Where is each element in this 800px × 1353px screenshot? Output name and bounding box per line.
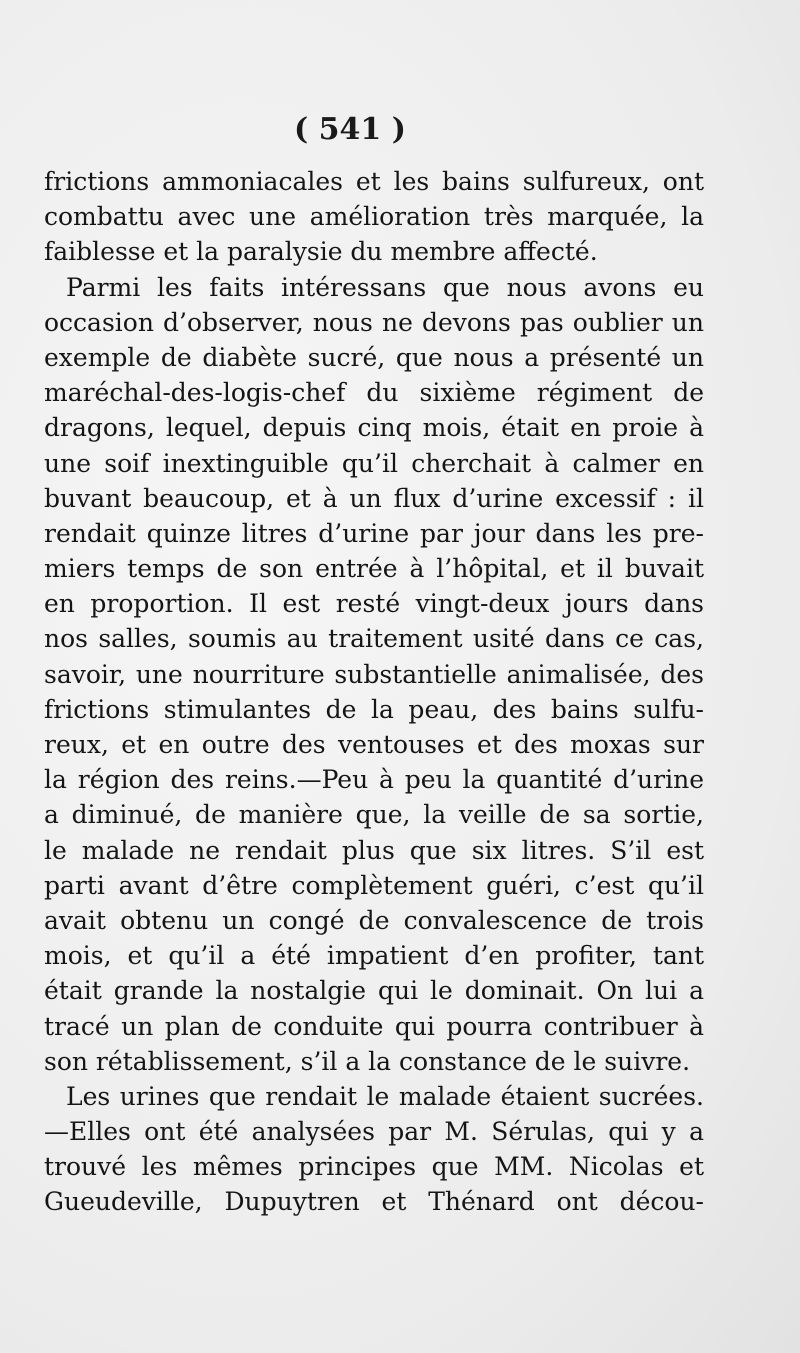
text-line: dragons, lequel, depuis cinq mois, était en proie à	[44, 413, 704, 443]
text-line: avait obtenu un congé de convalescence de trois	[44, 905, 704, 935]
text-line: frictions stimulantes de la peau, des bains sulfu-	[44, 694, 704, 724]
paragraph	[44, 1079, 704, 1220]
body-text	[44, 164, 704, 1220]
text-line: nos salles, soumis au traitement usité dans ce cas,	[44, 624, 704, 654]
text-line: exemple de diabète sucré, que nous a présenté un	[44, 342, 704, 372]
text-line: a diminué, de manière que, la veille de sa sortie,	[44, 800, 704, 830]
text-line: occasion d’observer, nous ne devons pas oublier un	[44, 307, 704, 337]
text-line: tracé un plan de conduite qui pourra contribuer à	[44, 1011, 704, 1041]
text-line: miers temps de son entrée à l’hôpital, et il buvait	[44, 554, 704, 584]
text-line: frictions ammoniacales et les bains sulfureux, ont	[44, 167, 704, 196]
text-line: faiblesse et la paralysie du membre affecté.	[44, 237, 598, 267]
text-line: combattu avec une amélioration très marquée, la	[44, 202, 704, 232]
text-line: Gueudeville, Dupuytren et Thénard ont décou-	[44, 1187, 704, 1217]
text-line: Parmi les faits intéressans que nous avons eu	[66, 272, 704, 302]
text-line: son rétablissement, s’il a la constance de le suivre.	[44, 1046, 691, 1076]
text-line: rendait quinze litres d’urine par jour dans les pre-	[44, 518, 704, 548]
text-line: mois, et qu’il a été impatient d’en profiter, tant	[44, 941, 704, 971]
text-line: reux, et en outre des ventouses et des moxas sur	[44, 730, 704, 759]
text-line: maréchal-des-logis-chef du sixième régiment de	[44, 378, 704, 408]
paragraph	[44, 164, 704, 270]
text-line: buvant beaucoup, et à un flux d’urine excessif : il	[44, 483, 704, 513]
page-number: ( 541 )	[294, 112, 406, 147]
text-line: le malade ne rendait plus que six litres. S’il est	[44, 835, 704, 865]
text-line: trouvé les mêmes principes que MM. Nicolas et	[44, 1152, 704, 1182]
text-line: en proportion. Il est resté vingt-deux jours dans	[44, 589, 704, 619]
text-line: la région des reins.—Peu à peu la quantité d’urine	[44, 765, 704, 795]
paragraph	[44, 270, 704, 1079]
text-line: savoir, une nourriture substantielle animalisée, des	[44, 659, 704, 689]
text-line: —Elles ont été analysées par M. Sérulas, qui y a	[44, 1117, 704, 1147]
text-line: une soif inextinguible qu’il cherchait à calmer en	[44, 448, 704, 478]
text-line: parti avant d’être complètement guéri, c’est qu’il	[44, 870, 704, 900]
text-line: Les urines que rendait le malade étaient sucrées.	[66, 1081, 704, 1111]
text-line: était grande la nostalgie qui le dominait. On lui a	[44, 976, 704, 1006]
